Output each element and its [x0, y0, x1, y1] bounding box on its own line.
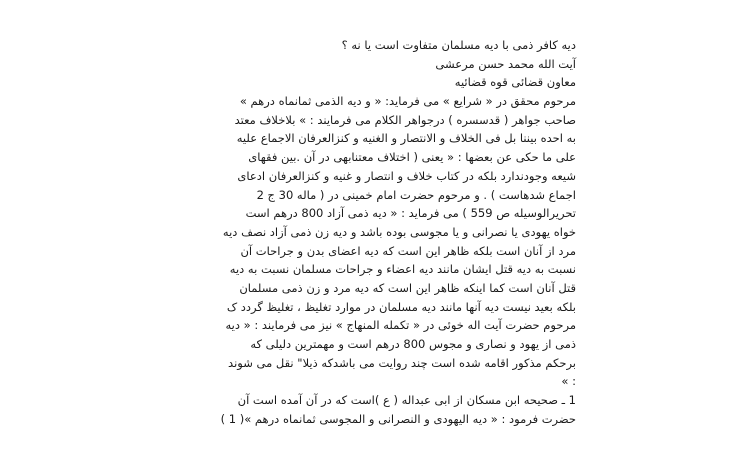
document-title: دیه کافر ذمی با دیه مسلمان متفاوت است یا نه ؟ — [341, 38, 576, 52]
text-line: برحکم مذکور اقامه شده است چند روایت می باشدکه ذیلا" نقل می شوند — [228, 355, 576, 370]
text-line: خواه یهودی یا نصرانی و یا مجوسی بوده باشد و دیه زن ذمی آزاد نصف دیه — [222, 224, 576, 239]
text-line: اجماع شدهاست ) . و مرحوم حضرت امام خمینی در ( ماله 30 ج 2 — [256, 187, 576, 202]
text-line: قتل آنان است کما اینکه ظاهر این است که دیه مرد و زن ذمی مسلمان — [239, 280, 576, 295]
text-line: به احده بیننا بل فی الخلاف و الانتصار و الغنیه و کنزالعرفان الاجماع علیه — [236, 131, 576, 146]
text-line: صاحب جواهر ( قدسسره ) درجواهر الکلام می فرمایند : » بلاخلاف معتد — [234, 112, 576, 127]
text-line: مرد از آنان است بلکه ظاهر این است که دیه اعضای بدن و جراحات آن — [240, 243, 576, 258]
text-line: ذمی از یهود و نصاری و مجوس 800 درهم است و مهمترین دلیلی که — [250, 337, 576, 351]
text-line: 1 ـ صحیحه ابن مسکان از ابی عبداله ( ع )است که در آن آمده است آن — [237, 393, 576, 408]
text-line: تحریرالوسیله ص 559 ) می فرماید : « دیه ذمی آزاد 800 درهم است — [245, 206, 576, 221]
text-line: شیعه وجودندارد بلکه در کتاب خلاف و انتصار و غنیه و کنزالعرفان ادعای — [237, 168, 576, 183]
text-line: بلکه بعید نیست دیه آنها مانند دیه مسلمان در موارد تغلیظ ، تغلیظ گردد ک — [226, 299, 576, 314]
text-line: نسبت به دیه قتل ایشان مانند دیه اعضاء و جراحات مسلمان نسبت به دیه — [229, 262, 576, 277]
text-line: علی ما حکی عن بعضها : « یعنی ( اختلاف معتنابهی در آن .بین فقهای — [248, 150, 576, 165]
text-line: مرحوم محقق در « شرایع » می فرماید: « و دیه الذمی ثمانماه درهم » — [239, 94, 576, 109]
text-line: : » — [561, 374, 576, 389]
author-name: آیت الله محمد حسن مرعشی — [435, 56, 576, 71]
author-position: معاون قضائی قوه قضائیه — [454, 75, 576, 90]
text-line: حضرت فرمود : « دیه الیهودی و النصرانی و المجوسی ثمانماه درهم »( 1 ) — [220, 411, 576, 426]
document-body — [186, 36, 576, 428]
text-line: مرحوم حضرت آیت اله خوئی در « تکمله المنهاج » نیز می فرمایند : « دیه — [225, 318, 576, 333]
